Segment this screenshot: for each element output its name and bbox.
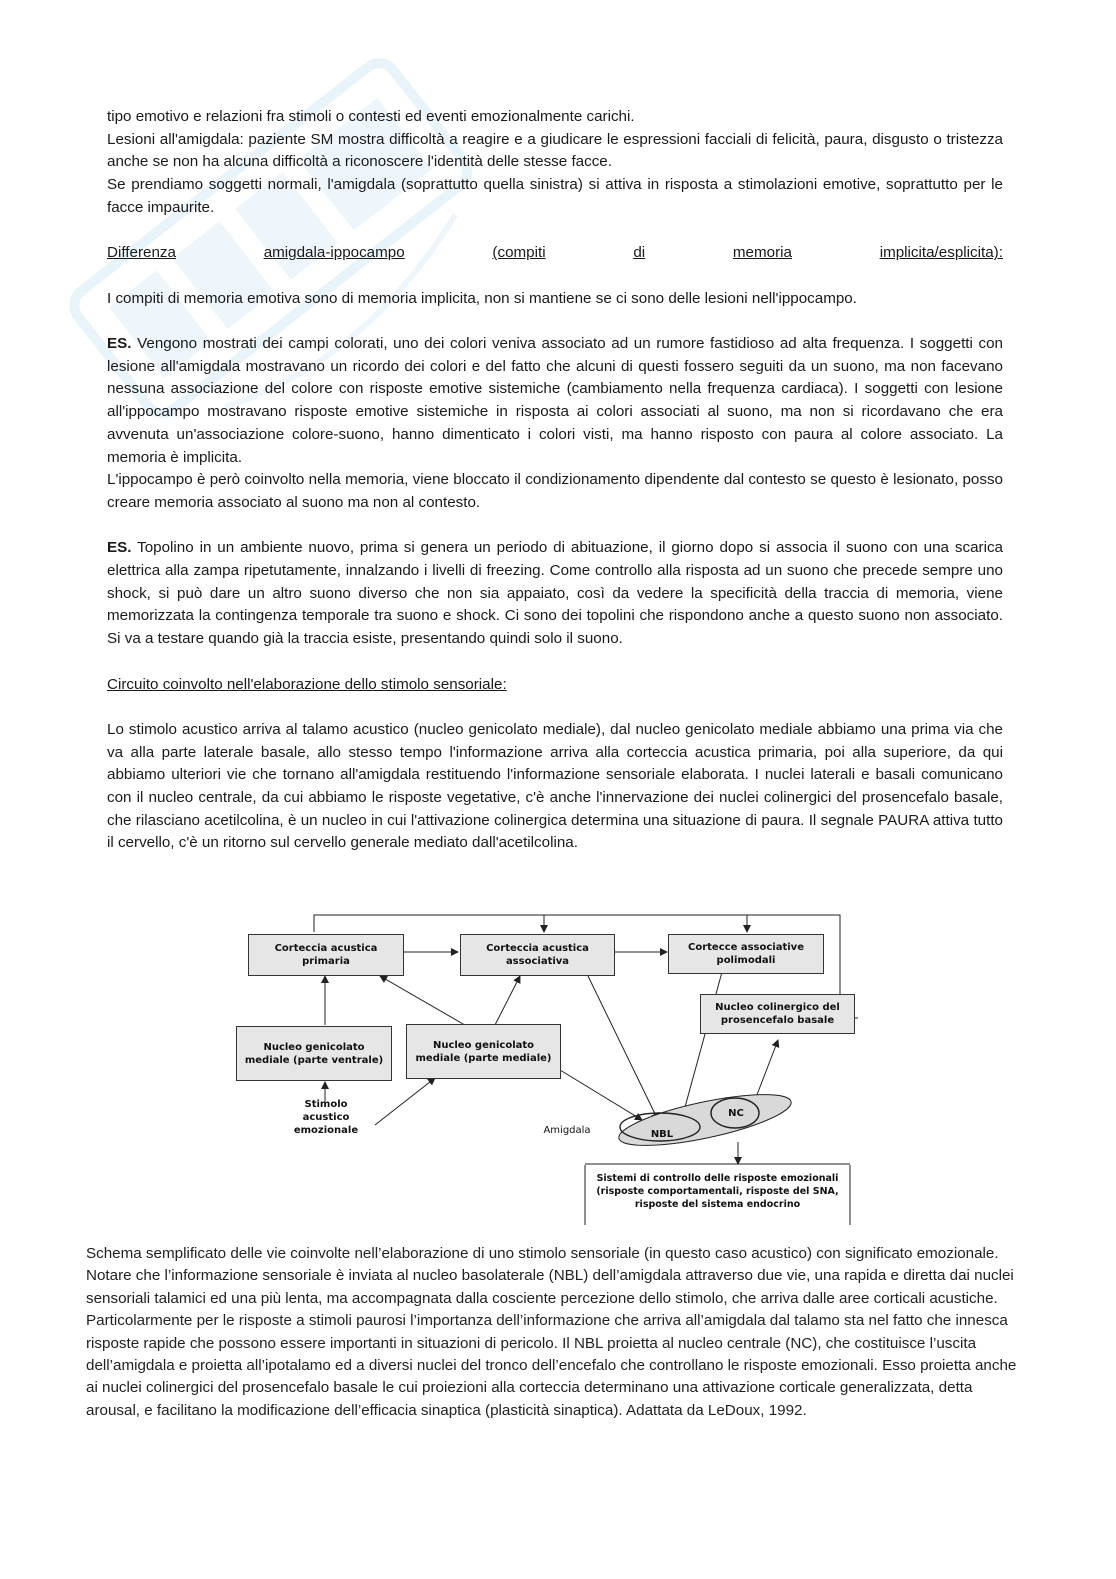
example-label: ES.: [107, 334, 132, 352]
amygdala-circuit-diagram: [230, 910, 860, 1230]
paragraph: tipo emotivo e relazioni fra stimoli o contesti ed eventi emozionalmente carichi.: [107, 108, 635, 125]
heading-word: amigdala-ippocampo: [263, 244, 405, 262]
amygdala-shape: [615, 1084, 795, 1156]
body-text: [107, 106, 1003, 855]
heading-word: di: [633, 244, 646, 262]
box-primary-cortex: Corteccia acustica primaria: [248, 934, 404, 976]
paragraph: Lesioni all'amigdala: paziente SM mostra difficoltà a reagire e a giudicare le espressioni facciali di felicità, paura, disgusto o tristezza anche se non ha alcuna difficoltà a riconoscere l'identità delle stesse facce.: [107, 130, 1003, 171]
paragraph: I compiti di memoria emotiva sono di memoria implicita, non si mantiene se ci sono delle lesioni nell'ippocampo.: [107, 289, 857, 307]
paragraph: Lo stimolo acustico arriva al talamo acustico (nucleo genicolato mediale), dal nucleo genicolato mediale abbiamo una prima via che va alla parte laterale basale, allo stesso tempo l'informazione arriva alla corteccia acustica primaria, poi alla superiore, da qui abbiamo ulteriori vie che tornano all'amigdala restituendo l'informazione sensoriale elaborata. I nuclei laterali e basali comunicano con il nucleo centrale, da cui abbiamo le risposte vegetative, c'è anche l'innervazione dei nuclei colinergici del prosencefalo basale, che rilasciano acetilcolina, è un nucleo in cui l'attivazione colinergica determina una situazione di paura. Il segnale PAURA attiva tutto il cervello, c'è un ritorno sul cervello generale mediato dall'acetilcolina.: [107, 720, 1003, 852]
box-emotional-output: Sistemi di controllo delle risposte emozionali (risposte comportamentali, risposte del SNA, risposte del sistema endocrino: [586, 1166, 849, 1224]
heading-word: (compiti: [492, 244, 546, 262]
paragraph: L'ippocampo è però coinvolto nella memoria, viene bloccato il condizionamento dipendente dal contesto se questo è lesionato, posso creare memoria associato al suono ma non al contesto.: [107, 471, 1003, 511]
stimulus-label: Stimolo acustico emozionale: [293, 1099, 359, 1136]
example-label: ES.: [107, 539, 132, 557]
section-heading-circuito: Circuito coinvolto nell'elaborazione dello stimolo sensoriale:: [107, 675, 507, 693]
example-text: Topolino in un ambiente nuovo, prima si genera un periodo di abituazione, il giorno dopo si associa il suono con una scarica elettrica alla zampa ripetutamente, innalzando i livelli di freezing. Come controllo alla risposta ad un suono che precede sempre uno shock, si può dare un altro suono diverso che non sia appaiato, così da vedere la specificità della traccia di memoria, viene memorizzata la contingenza temporale tra suono e shock. Ci sono dei topolini che rispondono anche a questo suono non associato. Si va a testare quando già la traccia esiste, presentando quindi solo il suono.: [107, 539, 1003, 648]
nc-label: NC: [728, 1108, 744, 1119]
example-paragraph: [107, 537, 1003, 651]
paragraph: Se prendiamo soggetti normali, l'amigdala (soprattutto quella sinistra) si attiva in risposta a stimolazioni emotive, soprattutto per le facce impaurite.: [107, 176, 1003, 216]
box-associative-cortex: Corteccia acustica associativa: [460, 934, 615, 976]
box-polimodal-cortex: Cortecce associative polimodali: [668, 934, 824, 974]
box-ventral-geniculate: Nucleo genicolato mediale (parte ventrale): [236, 1026, 392, 1081]
example-text: Vengono mostrati dei campi colorati, uno dei colori veniva associato ad un rumore fastidioso ad alta frequenza. I soggetti con lesione all'amigdala mostravano un ricordo dei colori e del fatto che alcuni di questi fossero seguiti da un suono, ma non facevano nessuna associazione del colore con risposte emotive sistemiche (cambiamento nella frequenza cardiaca). I soggetti con lesione all'ippocampo mostravano risposte emotive sistemiche in risposta ai colori associati al suono, ma non si ricordavano che era avvenuta un'associazione colore-suono, hanno dimenticato i colori visti, ma hanno risposto con paura al colore associato. La memoria è implicita.: [107, 334, 1003, 466]
section-heading-differenza: [107, 242, 1003, 265]
heading-word: memoria: [732, 244, 792, 262]
nbl-label: NBL: [650, 1129, 674, 1140]
heading-word: implicita/esplicita):: [879, 244, 1003, 262]
heading-word: Differenza: [107, 244, 176, 262]
box-medial-geniculate: Nucleo genicolato mediale (parte mediale): [406, 1024, 561, 1079]
amygdala-label: Amigdala: [543, 1125, 591, 1136]
figure-caption: Schema semplificato delle vie coinvolte nell’elaborazione di uno stimolo sensoriale (in questo caso acustico) con significato emozionale. Notare che l’informazione sensoriale è inviata al nucleo basolaterale (NBL) dell’amigdala attraverso due vie, una rapida e diretta dai nuclei sensoriali talamici ed una più lenta, ma accompagnata dalla cosciente percezione dello stimolo, che arriva dalle aree corticali acustiche. Particolarmente per le risposte a stimoli paurosi l’importanza dell’informazione che arriva all’amigdala dal talamo sta nel fatto che innesca risposte rapide che possono essere importanti in situazioni di pericolo. Il NBL proietta al nucleo centrale (NC), che costituisce l’uscita dell’amigdala e proietta all’ipotalamo ed a diversi nuclei del tronco dell’encefalo che controllano le risposte emozionali. Esso proietta anche ai nuclei colinergici del prosencefalo basale le cui proiezioni alla corteccia determinano una attivazione corticale generalizzata, detta arousal, e facilitano la modificazione dell’efficacia sinaptica (plasticità sinaptica). Adattata da LeDoux, 1992.: [86, 1245, 1017, 1419]
box-colinergic-nucleus: Nucleo colinergico del prosencefalo basale: [700, 994, 855, 1034]
example-paragraph: [107, 333, 1003, 469]
